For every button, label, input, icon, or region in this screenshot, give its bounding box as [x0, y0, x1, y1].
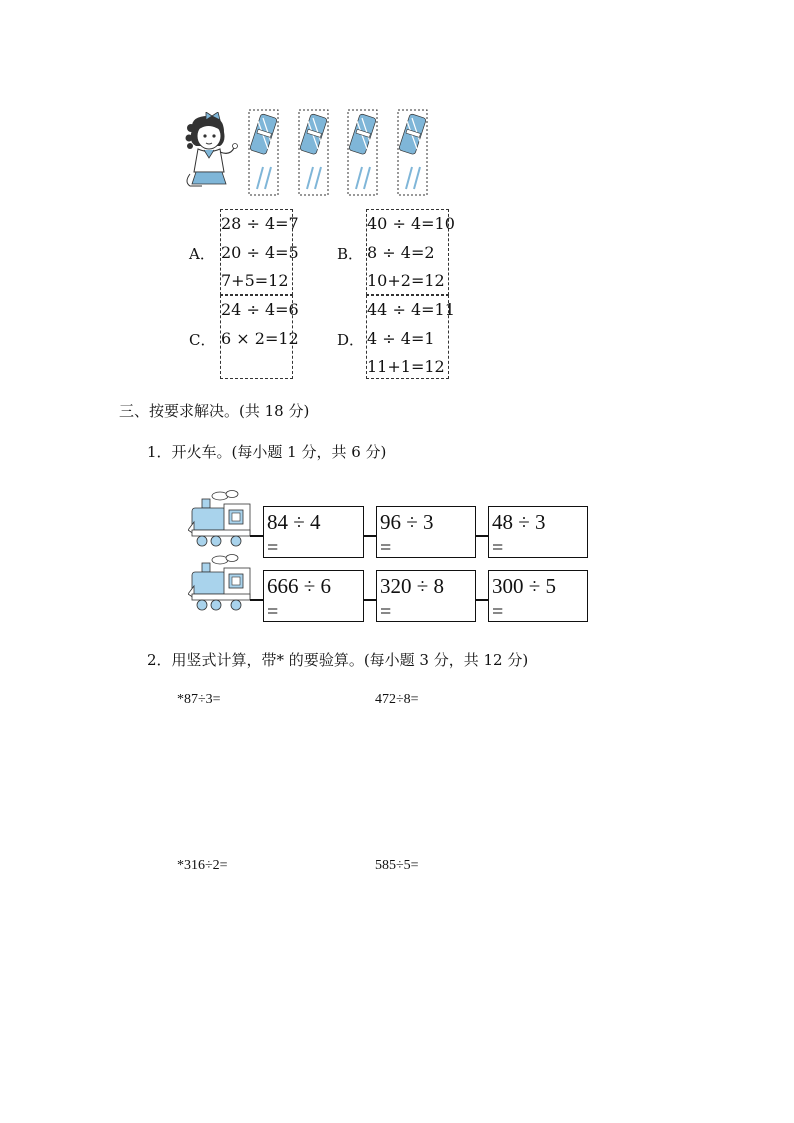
train-2-car[interactable]: [376, 570, 476, 622]
section-3-title: 三、按要求解决。(共 18 分): [119, 402, 310, 420]
option-b-letter[interactable]: B．: [337, 245, 364, 263]
car-expression: 96 ÷ 3: [380, 510, 434, 534]
girl-illustration: [182, 112, 240, 188]
car-expression: 84 ÷ 4: [267, 510, 321, 534]
option-a-line: 7+5=12: [221, 271, 289, 290]
train-1-car[interactable]: [263, 506, 364, 558]
car-expression: 300 ÷ 5: [492, 574, 557, 598]
bundle-group-1: [249, 110, 278, 195]
car-expression: 48 ÷ 3: [492, 510, 546, 534]
option-d-box[interactable]: [366, 295, 455, 379]
bundle-group-3: [348, 110, 377, 195]
train-2-car[interactable]: [488, 570, 588, 622]
option-a-box[interactable]: [220, 209, 299, 295]
option-c-box[interactable]: [220, 295, 299, 379]
option-b-line: 40 ÷ 4=10: [367, 214, 455, 233]
option-d-line: 11+1=12: [367, 357, 445, 376]
train-1-coupler: [476, 535, 488, 537]
q2-title: 2．用竖式计算，带* 的要验算。(每小题 3 分，共 12 分): [147, 651, 529, 669]
option-c-letter[interactable]: C．: [189, 331, 216, 349]
option-a-line: 28 ÷ 4=7: [221, 214, 299, 233]
option-a-line: 20 ÷ 4=5: [221, 242, 299, 262]
option-b-box[interactable]: [366, 209, 455, 295]
option-c-line: 6 × 2=12: [221, 328, 299, 348]
option-d-line: 4 ÷ 4=1: [367, 328, 435, 348]
car-expression: 666 ÷ 6: [267, 574, 332, 598]
train-2-car[interactable]: [263, 570, 364, 622]
option-c-line: 24 ÷ 4=6: [221, 300, 299, 319]
q2-problem-3[interactable]: *316÷2=: [177, 858, 228, 873]
bundle-group-4: [398, 110, 427, 195]
q1-title: 1．开火车。(每小题 1 分，共 6 分): [147, 443, 387, 461]
car-expression: 320 ÷ 8: [380, 574, 445, 598]
option-a-letter[interactable]: A．: [189, 245, 215, 263]
car-equals: =: [380, 537, 392, 559]
q2-problem-1[interactable]: *87÷3=: [177, 692, 221, 707]
train-1-locomotive: [188, 490, 254, 550]
train-2-locomotive: [188, 554, 254, 614]
q2-problem-4[interactable]: 585÷5=: [375, 858, 419, 873]
option-d-line: 44 ÷ 4=11: [367, 300, 455, 319]
option-b-line: 10+2=12: [367, 271, 445, 290]
train-2-coupler: [364, 599, 376, 601]
train-1-coupler: [364, 535, 376, 537]
car-equals: =: [267, 601, 279, 623]
option-d-letter[interactable]: D．: [337, 331, 365, 349]
bundle-group-2: [299, 110, 328, 195]
train-2-coupler: [250, 599, 264, 601]
car-equals: =: [380, 601, 392, 623]
car-equals: =: [492, 537, 504, 559]
train-1-car[interactable]: [376, 506, 476, 558]
train-2-coupler: [476, 599, 488, 601]
train-1-coupler: [250, 535, 264, 537]
train-1-car[interactable]: [488, 506, 588, 558]
car-equals: =: [267, 537, 279, 559]
car-equals: =: [492, 601, 504, 623]
stick-bundles: [247, 109, 429, 197]
q2-problem-2[interactable]: 472÷8=: [375, 692, 419, 707]
option-b-line: 8 ÷ 4=2: [367, 242, 435, 262]
